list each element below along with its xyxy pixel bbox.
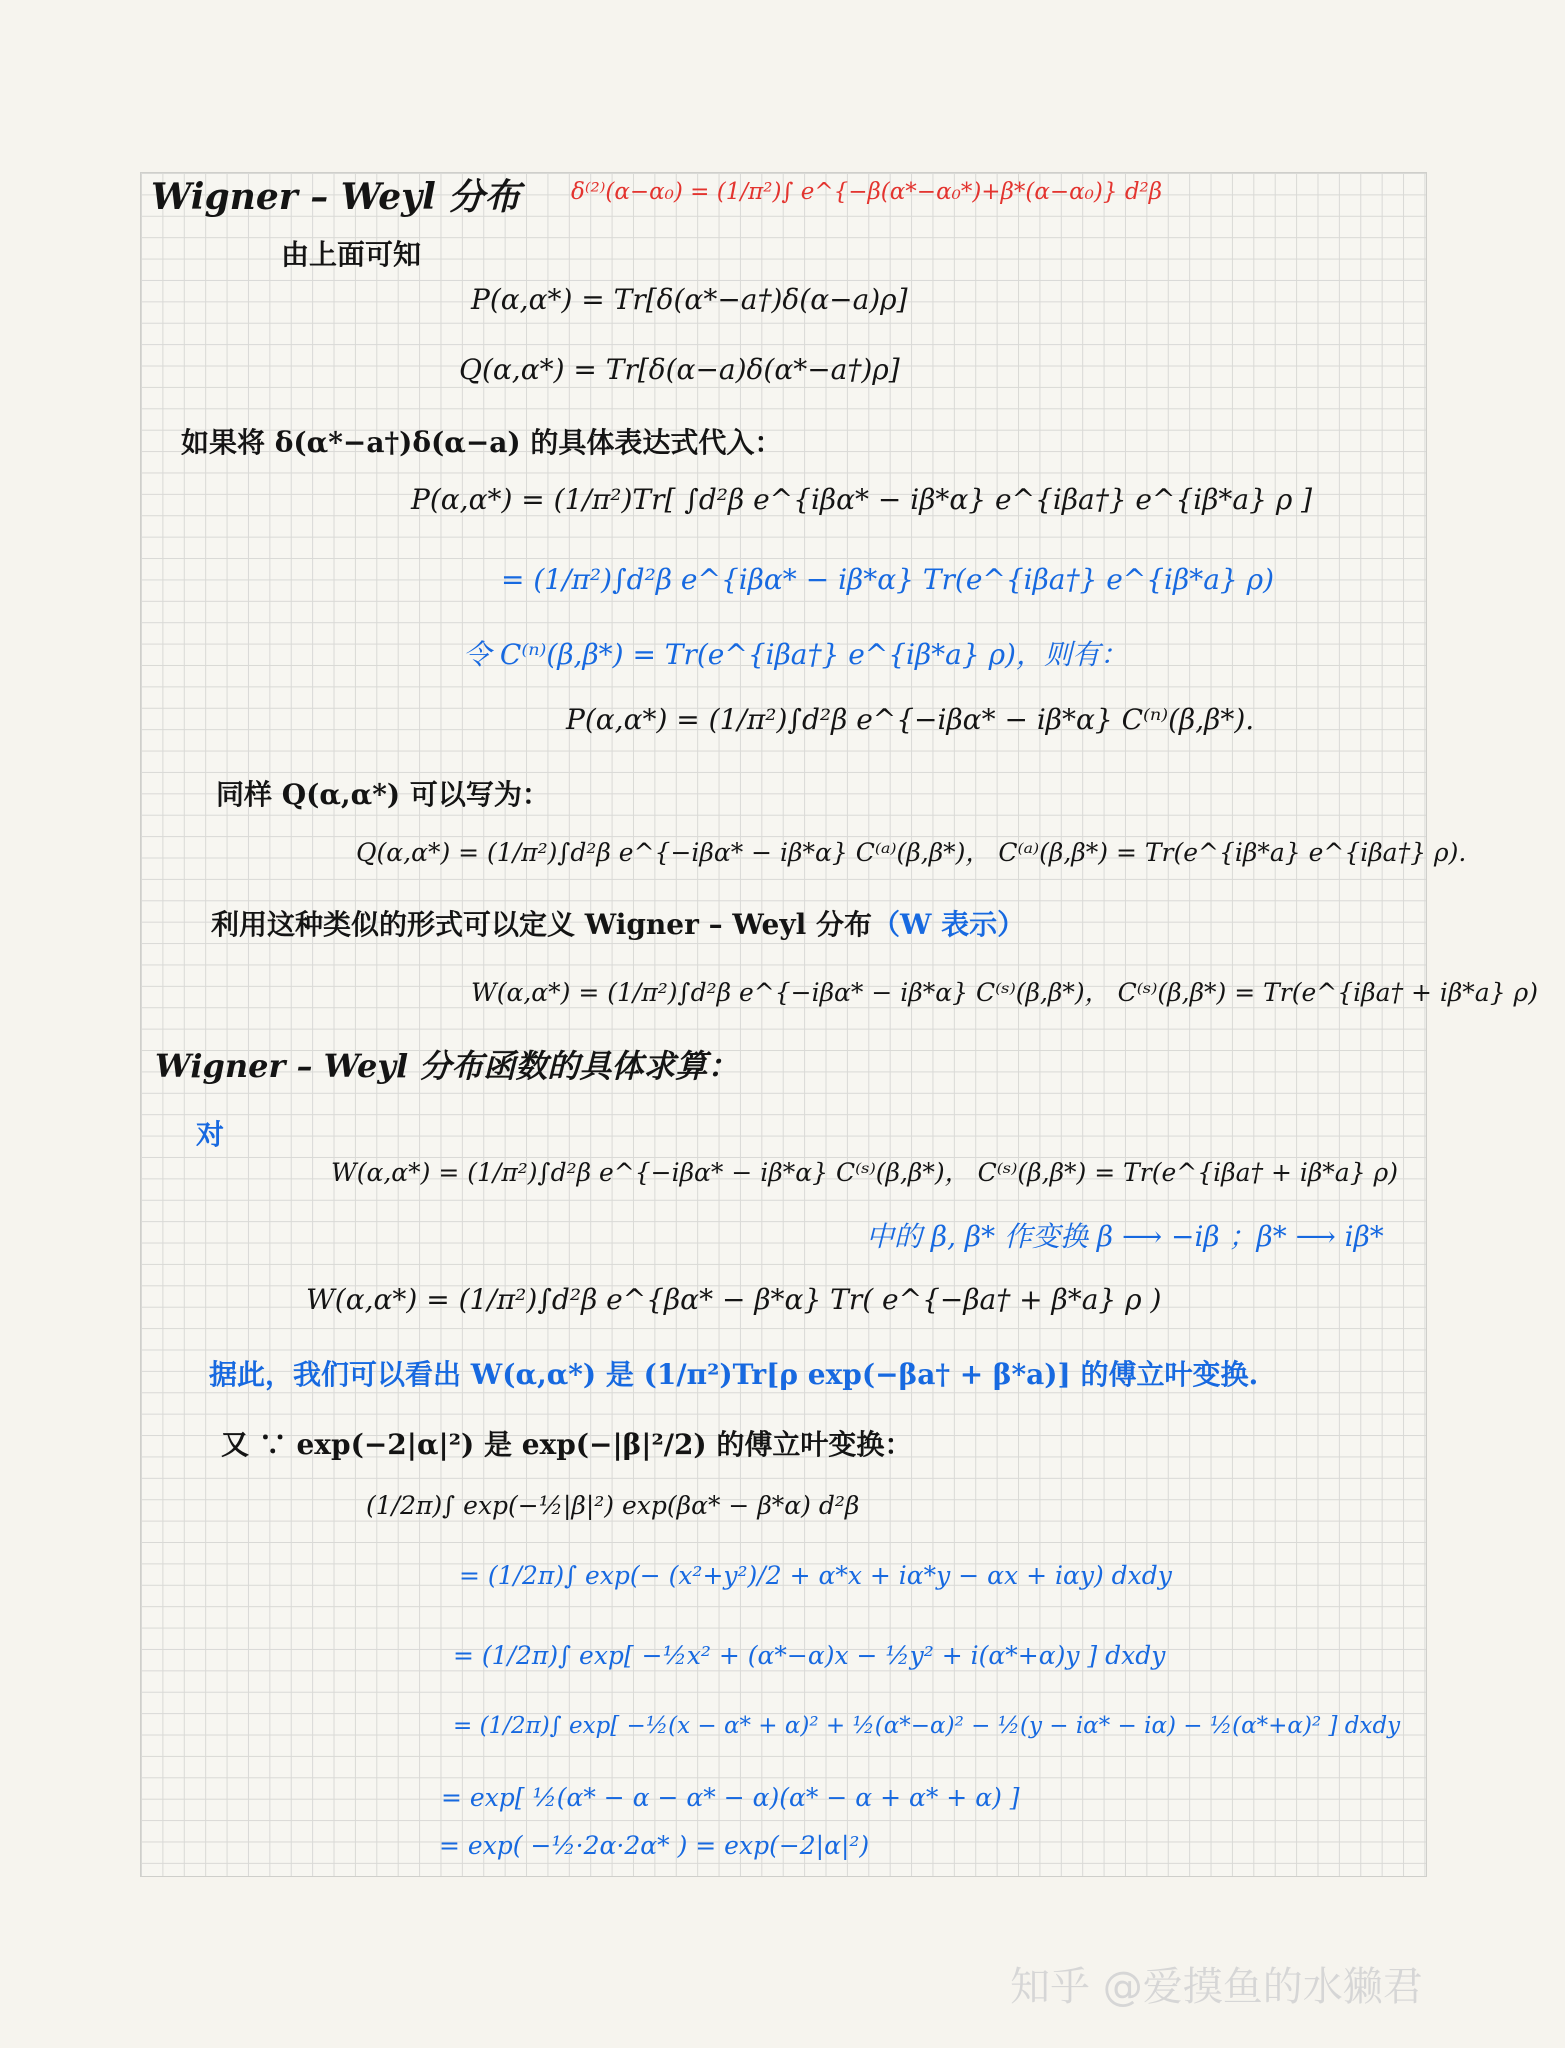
- formula-cn-definition: 令 C⁽ⁿ⁾(β,β*) = Tr(e^{iβa†} e^{iβ*a} ρ)，则有：: [463, 638, 1128, 671]
- formula-q-definition: Q(α,α*) = Tr[δ(α−a)δ(α*−a†)ρ]: [459, 353, 900, 386]
- formula-p-expanded: P(α,α*) = (1/π²)Tr[ ∫d²β e^{iβα* − iβ*α} e^{iβa†} e^{iβ*a} ρ ]: [411, 483, 1313, 516]
- delta-function-definition: δ⁽²⁾(α−α₀) = (1/π²)∫ e^{−β(α*−α₀*)+β*(α−α₀)} d²β: [571, 179, 1163, 205]
- text-substitute: 如果将 δ(α*−a†)δ(α−a) 的具体表达式代入：: [181, 426, 783, 459]
- formula-step-2: = (1/2π)∫ exp[ −½x² + (α*−α)x − ½y² + i(α*+α)y ] dxdy: [453, 1641, 1166, 1670]
- text-dui: 对: [196, 1118, 225, 1151]
- text-because: 又 ∵ exp(−2|α|²) 是 exp(−|β|²/2) 的傅立叶变换：: [221, 1428, 913, 1461]
- text-fourier-conclusion: 据此，我们可以看出 W(α,α*) 是 (1/π²)Tr[ρ exp(−βa† + β*a)] 的傅立叶变换.: [209, 1358, 1259, 1391]
- page-title: Wigner – Weyl 分布: [151, 176, 521, 218]
- text-define-wigner-black: 利用这种类似的形式可以定义 Wigner – Weyl 分布: [211, 908, 872, 941]
- formula-w-definition: W(α,α*) = (1/π²)∫d²β e^{−iβα* − iβ*α} C⁽ˢ⁾(β,β*)， C⁽ˢ⁾(β,β*) = Tr(e^{iβa† + iβ*a} ρ): [471, 978, 1538, 1007]
- formula-w-transformed: W(α,α*) = (1/π²)∫d²β e^{βα* − β*α} Tr( e^{−βa† + β*a} ρ ): [306, 1283, 1162, 1316]
- formula-p-result: P(α,α*) = (1/π²)∫d²β e^{−iβα* − iβ*α} C⁽ⁿ⁾(β,β*).: [566, 703, 1255, 736]
- formula-step-5: = exp( −½·2α·2α* ) = exp(−2|α|²): [439, 1831, 870, 1860]
- text-define-wigner: [211, 903, 1025, 943]
- formula-w-repeat: W(α,α*) = (1/π²)∫d²β e^{−iβα* − iβ*α} C⁽ˢ⁾(β,β*)， C⁽ˢ⁾(β,β*) = Tr(e^{iβa† + iβ*a} ρ): [331, 1158, 1398, 1187]
- formula-step-3: = (1/2π)∫ exp[ −½(x − α* + α)² + ½(α*−α)² − ½(y − iα* − iα) − ½(α*+α)² ] dxdy: [453, 1713, 1401, 1739]
- formula-step-1: = (1/2π)∫ exp(− (x²+y²)/2 + α*x + iα*y − αx + iαy) dxdy: [459, 1561, 1172, 1590]
- watermark: 知乎 @爱摸鱼的水獭君: [1010, 1964, 1423, 2010]
- formula-p-definition: P(α,α*) = Tr[δ(α*−a†)δ(α−a)ρ]: [471, 283, 908, 316]
- formula-step-4: = exp[ ½(α* − α − α* − α)(α* − α + α* + α) ]: [441, 1783, 1020, 1812]
- text-define-wigner-note: （W 表示）: [871, 908, 1026, 941]
- formula-integral-start: (1/2π)∫ exp(−½|β|²) exp(βα* − β*α) d²β: [366, 1491, 860, 1520]
- text-line-1: 由上面可知: [281, 238, 422, 271]
- formula-p-step: = (1/π²)∫d²β e^{iβα* − iβ*α} Tr(e^{iβa†} e^{iβ*a} ρ): [501, 563, 1274, 596]
- section-heading-calculation: Wigner – Weyl 分布函数的具体求算：: [155, 1047, 740, 1085]
- grid-paper: [140, 172, 1538, 1877]
- text-q-similarly: 同样 Q(α,α*) 可以写为：: [216, 778, 550, 811]
- text-variable-change: 中的 β, β* 作变换 β ⟶ −iβ ；β* ⟶ iβ*: [866, 1220, 1384, 1253]
- formula-q-result: Q(α,α*) = (1/π²)∫d²β e^{−iβα* − iβ*α} C⁽ᵃ⁾(β,β*)， C⁽ᵃ⁾(β,β*) = Tr(e^{iβ*a} e^{iβa†} ρ).: [356, 838, 1467, 867]
